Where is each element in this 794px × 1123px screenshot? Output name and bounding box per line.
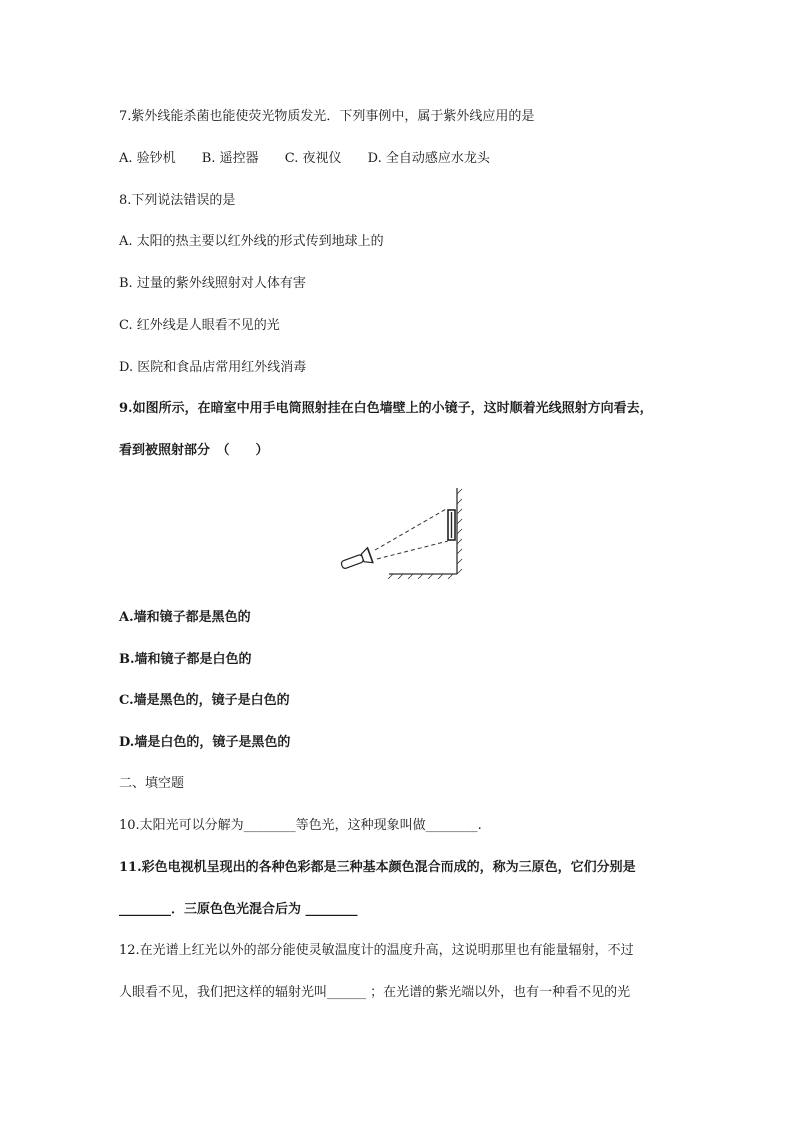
light-ray-lower (377, 541, 448, 559)
q11-line1: 11.彩色电视机呈现出的各种色彩都是三种基本颜色混合而成的，称为三原色，它们分别是 (119, 860, 636, 875)
q8-option-a: A. 太阳的热主要以红外线的形式传到地球上的 (119, 234, 384, 249)
q8-option-b: B. 过量的紫外线照射对人体有害 (119, 276, 306, 291)
q8-stem: 8.下列说法错误的是 (119, 193, 236, 208)
q8-option-d: D. 医院和食品店常用红外线消毒 (119, 360, 307, 375)
q10-text: 10.太阳光可以分解为________等色光，这种现象叫做________. (119, 818, 482, 833)
q7-option-b: B. 遥控器 (201, 151, 259, 166)
q12-line1: 12.在光谱上红光以外的部分能使灵敏温度计的温度升高，这说明那里也有能量辐射，不过 (119, 943, 634, 958)
q9-option-c: C.墙是黑色的，镜子是白色的 (119, 693, 290, 708)
q11-line2: ________．三原色色光混合后为 ________ (119, 902, 358, 917)
q9-stem-line2: 看到被照射部分 （ ） (119, 443, 269, 458)
q9-option-d: D.墙是白色的，镜子是黑色的 (119, 735, 291, 750)
flashlight-mirror-figure (335, 484, 465, 579)
q9-stem-line1: 9.如图所示，在暗室中用手电筒照射挂在白色墙壁上的小镜子，这时顺着光线照射方向看去， (119, 401, 653, 416)
q7-option-d: D. 全自动感应水龙头 (367, 151, 490, 166)
q9-option-b: B.墙和镜子都是白色的 (119, 652, 252, 667)
wall-hatching (457, 489, 462, 574)
section-title: 二、填空题 (119, 776, 185, 791)
q8-option-c: C. 红外线是人眼看不见的光 (119, 318, 280, 333)
q7-stem: 7.紫外线能杀菌也能使荧光物质发光．下列事例中，属于紫外线应用的是 (119, 109, 535, 124)
q9-option-a: A.墙和镜子都是黑色的 (119, 610, 251, 625)
q12-line2: 人眼看不见，我们把这样的辐射光叫______ ；在光谱的紫光端以外，也有一种看不见的光 (119, 985, 631, 1000)
floor-hatching (388, 574, 453, 579)
flashlight-icon (339, 548, 373, 573)
light-ray-upper (375, 508, 448, 550)
q7-option-a: A. 验钞机 (119, 151, 176, 166)
q7-options (119, 150, 512, 168)
q7-option-c: C. 夜视仪 (284, 151, 342, 166)
